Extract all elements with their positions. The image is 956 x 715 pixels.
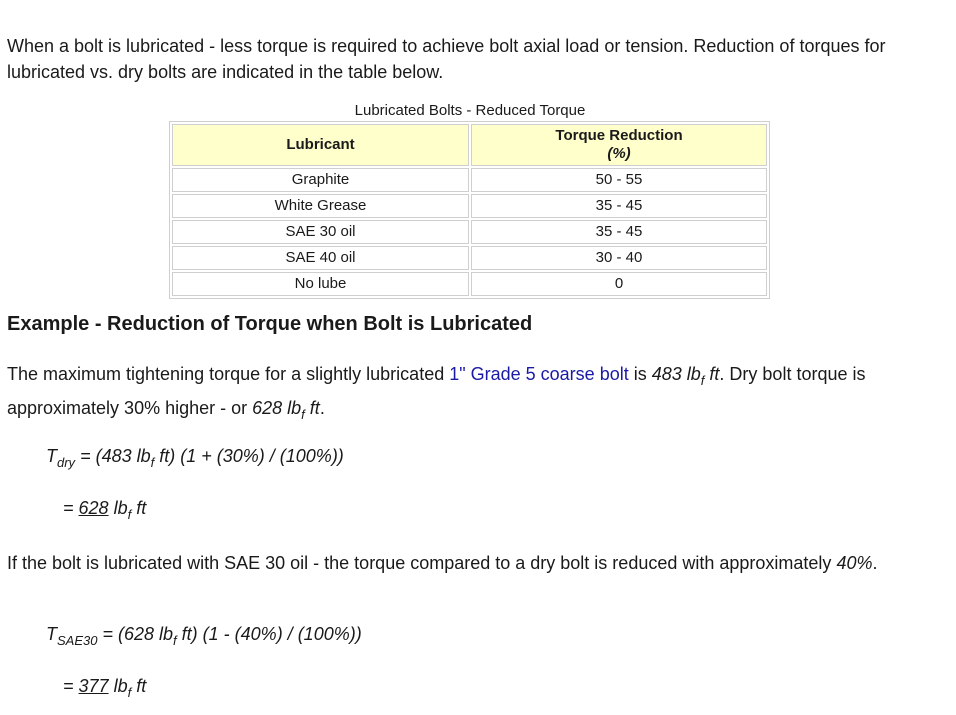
example-heading: Example - Reduction of Torque when Bolt is Lubricated (7, 313, 533, 335)
lubricated-torque-value: 483 $lb_f$ ft (651, 364, 720, 388)
table-row (172, 220, 767, 244)
example-text-mid: . Dry bolt torque is approximately 30% higher - or (7, 364, 866, 418)
equation-sae30-torque-result: = 377 $lb_f$ ft (63, 676, 147, 700)
header-lubricant: Lubricant (172, 124, 469, 166)
example-text-is: is (628, 364, 652, 384)
cell-reduction: 30 - 40 (471, 246, 767, 270)
sae30-reduction-percent: 40% (836, 553, 873, 573)
table-row (172, 246, 767, 270)
table-header-row (172, 124, 767, 166)
intro-paragraph: When a bolt is lubricated - less torque is required to achieve bolt axial load or tension. Reduction of torques for lubricated vs. dry bolts are indicated in the table below. (7, 36, 886, 82)
cell-lubricant: SAE 30 oil (172, 220, 469, 244)
cell-lubricant: Graphite (172, 168, 469, 192)
sae30-paragraph: If the bolt is lubricated with SAE 30 oil - the torque compared to a dry bolt is reduced with approximately 40%. (7, 553, 878, 573)
example-text-start: The maximum tightening torque for a slightly lubricated (7, 364, 450, 384)
dry-torque-result-value: 628 (78, 498, 109, 518)
table-row (172, 168, 767, 192)
table-row (172, 194, 767, 218)
torque-reduction-table (169, 121, 770, 299)
cell-reduction: 35 - 45 (471, 220, 767, 244)
cell-reduction: 0 (471, 272, 767, 296)
cell-reduction: 35 - 45 (471, 194, 767, 218)
equation-dry-torque: $T_{dry} = (483$ $lb_f$ ft) (1 + (30%) / (100%)) (46, 446, 344, 470)
sae30-torque-result-value: 377 (78, 676, 109, 696)
equation-sae30-torque: $T_{SAE30} = (628$ $lb_f$ ft) (1 - (40%) / (100%)) (46, 624, 362, 648)
header-reduction-label: Torque Reduction (555, 127, 683, 144)
example-paragraph (7, 357, 927, 425)
example-text-end: . (319, 398, 325, 418)
bolt-grade-link[interactable]: 1" Grade 5 coarse bolt (449, 364, 629, 384)
table-caption: Lubricated Bolts - Reduced Torque (354, 102, 586, 119)
cell-lubricant: White Grease (172, 194, 469, 218)
dry-torque-value: 628 $lb_f$ ft (252, 398, 320, 422)
header-torque-reduction (471, 124, 767, 166)
cell-lubricant: SAE 40 oil (172, 246, 469, 270)
header-reduction-unit: (%) (607, 145, 631, 162)
cell-reduction: 50 - 55 (471, 168, 767, 192)
cell-lubricant: No lube (172, 272, 469, 296)
equation-dry-torque-result: = 628 $lb_f$ ft (63, 498, 147, 522)
table-row (172, 272, 767, 296)
